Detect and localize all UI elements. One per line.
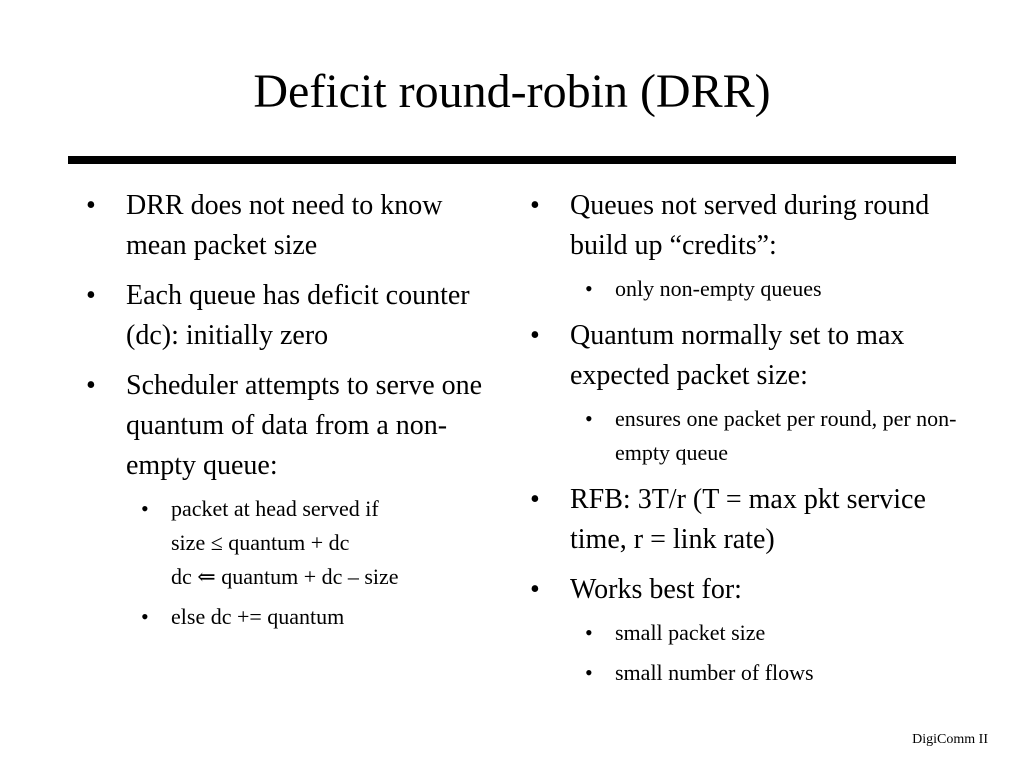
- bullet-text: RFB: 3T/r (T = max pkt service time, r = link rate): [570, 484, 926, 555]
- sub-bullet-list: [83, 492, 503, 634]
- sub-bullet-item: [527, 616, 967, 650]
- bullet-text: Scheduler attempts to serve one quantum of data from a non-empty queue:: [126, 370, 483, 481]
- bullet-item: [527, 570, 967, 690]
- bullet-item: [527, 186, 967, 306]
- left-bullet-list: [83, 186, 503, 644]
- sub-bullet-list: [527, 402, 967, 470]
- sub-bullet-line: • ensures one packet per round, per non-empty queue: [615, 406, 957, 465]
- bullet-item: [83, 186, 503, 266]
- bullet-text: Works best for:: [570, 574, 742, 605]
- sub-bullet-line: • packet at head served if: [171, 496, 379, 521]
- bullet-text: DRR does not need to know mean packet size: [126, 190, 443, 261]
- sub-bullet-list: [527, 616, 967, 690]
- sub-bullet-line: • else dc += quantum: [171, 604, 345, 629]
- footer-label: DigiComm II: [912, 732, 988, 747]
- sub-bullet-line: • small number of flows: [615, 660, 814, 685]
- sub-bullet-line: • small packet size: [615, 620, 766, 645]
- sub-bullet-item: [527, 272, 967, 306]
- right-bullet-list: [527, 186, 967, 700]
- bullet-item: [83, 276, 503, 356]
- bullet-item: [527, 480, 967, 560]
- slide-title: Deficit round-robin (DRR): [253, 65, 771, 118]
- title-divider: [68, 156, 956, 164]
- sub-bullet-item: [527, 656, 967, 690]
- sub-bullet-line: dc ⇐ quantum + dc – size: [171, 564, 399, 589]
- sub-bullet-line: • only non-empty queues: [615, 276, 822, 301]
- bullet-item: [527, 316, 967, 470]
- bullet-text: Quantum normally set to max expected packet size:: [570, 320, 905, 391]
- sub-bullet-item: [527, 402, 967, 470]
- sub-bullet-item: [83, 492, 503, 594]
- bullet-item: [83, 366, 503, 634]
- bullet-text: Queues not served during round build up “credits”:: [570, 190, 930, 261]
- sub-bullet-item: [83, 600, 503, 634]
- sub-bullet-line: size ≤ quantum + dc: [171, 530, 350, 555]
- sub-bullet-list: [527, 272, 967, 306]
- bullet-text: Each queue has deficit counter (dc): initially zero: [126, 280, 470, 351]
